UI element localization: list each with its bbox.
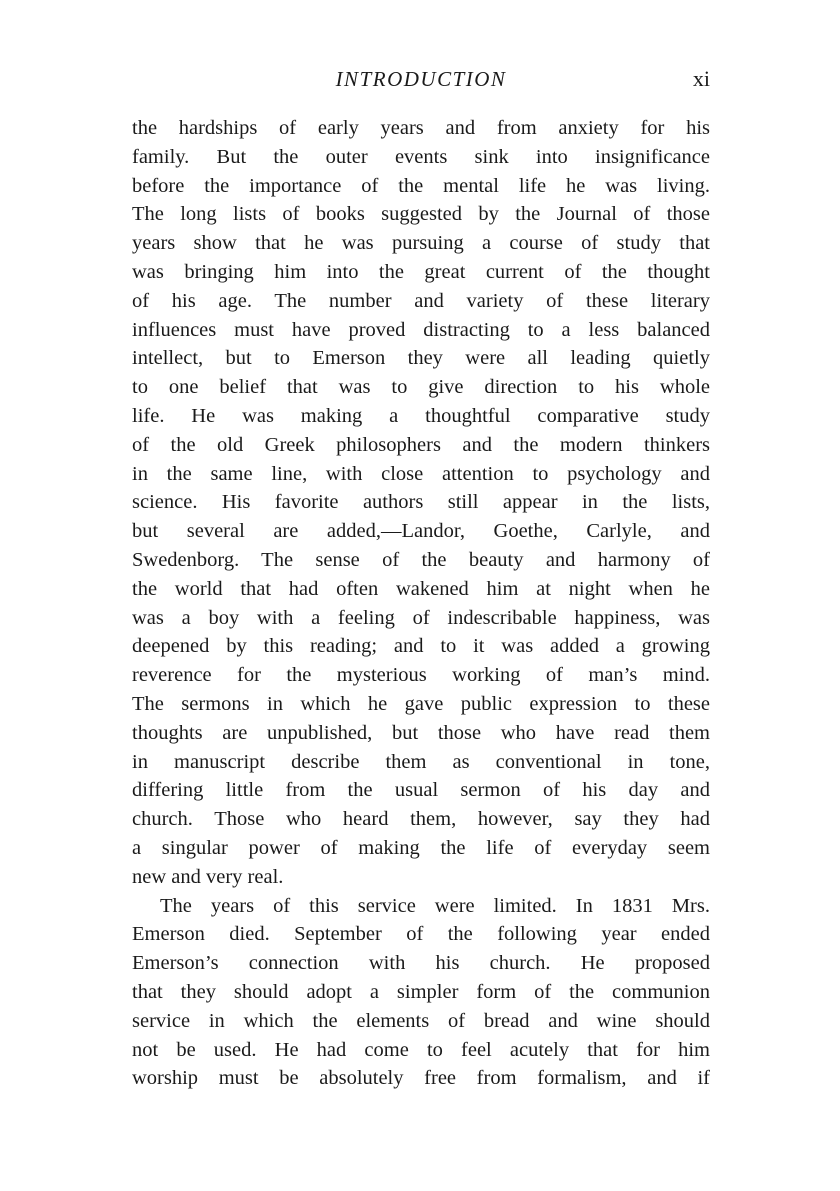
paragraph [132,892,710,1094]
text-line: of the old Greek philosophers and the modern thinkers [132,433,710,456]
text-line: to one belief that was to give direction to his whole [132,376,710,399]
text-line: Emerson’s connection with his church. He proposed [132,952,710,975]
text-line: years show that he was pursuing a course of study that [132,232,710,255]
text-line: science. His favorite authors still appear in the lists, [132,491,710,514]
paragraph [132,114,710,892]
text-line: new and very real. [132,865,284,888]
running-head [132,64,710,94]
text-line: service in which the elements of bread and wine should [132,1009,710,1032]
text-line: in the same line, with close attention to psychology and [132,462,710,485]
body-text [132,114,710,1093]
text-line: deepened by this reading; and to it was added a growing [132,635,710,658]
text-line: but several are added,—Landor, Goethe, Carlyle, and [132,520,710,543]
text-line: not be used. He had come to feel acutely that for him [132,1038,710,1061]
text-line: influences must have proved distracting to a less balanced [132,318,710,341]
text-line: in manuscript describe them as conventional in tone, [132,750,710,773]
text-line: church. Those who heard them, however, say they had [132,808,710,831]
text-line: reverence for the mysterious working of man’s mind. [132,664,710,687]
text-line: family. But the outer events sink into insignificance [132,145,710,168]
text-line: before the importance of the mental life he was living. [132,174,710,197]
text-line: life. He was making a thoughtful comparative study [132,404,710,427]
page-number: xi [692,66,710,91]
text-line: that they should adopt a simpler form of the communion [132,980,710,1003]
text-line: was bringing him into the great current of the thought [132,260,710,283]
text-line: a singular power of making the life of everyday seem [132,836,710,859]
text-line: Emerson died. September of the following year ended [132,923,710,946]
text-line: worship must be absolutely free from formalism, and if [132,1067,710,1090]
text-line: The sermons in which he gave public expression to these [132,692,710,715]
text-line: was a boy with a feeling of indescribable happiness, was [132,606,710,629]
text-line: intellect, but to Emerson they were all leading quietly [132,347,710,370]
text-line: of his age. The number and variety of these literary [132,289,710,312]
text-line: the hardships of early years and from anxiety for his [132,117,710,139]
running-title: INTRODUCTION [335,67,507,91]
text-line: thoughts are unpublished, but those who have read them [132,721,710,744]
text-line: Swedenborg. The sense of the beauty and harmony of [132,548,710,571]
text-line: The years of this service were limited. In 1831 Mrs. [160,894,710,917]
text-line: differing little from the usual sermon of his day and [132,779,710,802]
text-line: The long lists of books suggested by the Journal of those [132,203,710,226]
text-line: the world that had often wakened him at night when he [132,577,710,600]
